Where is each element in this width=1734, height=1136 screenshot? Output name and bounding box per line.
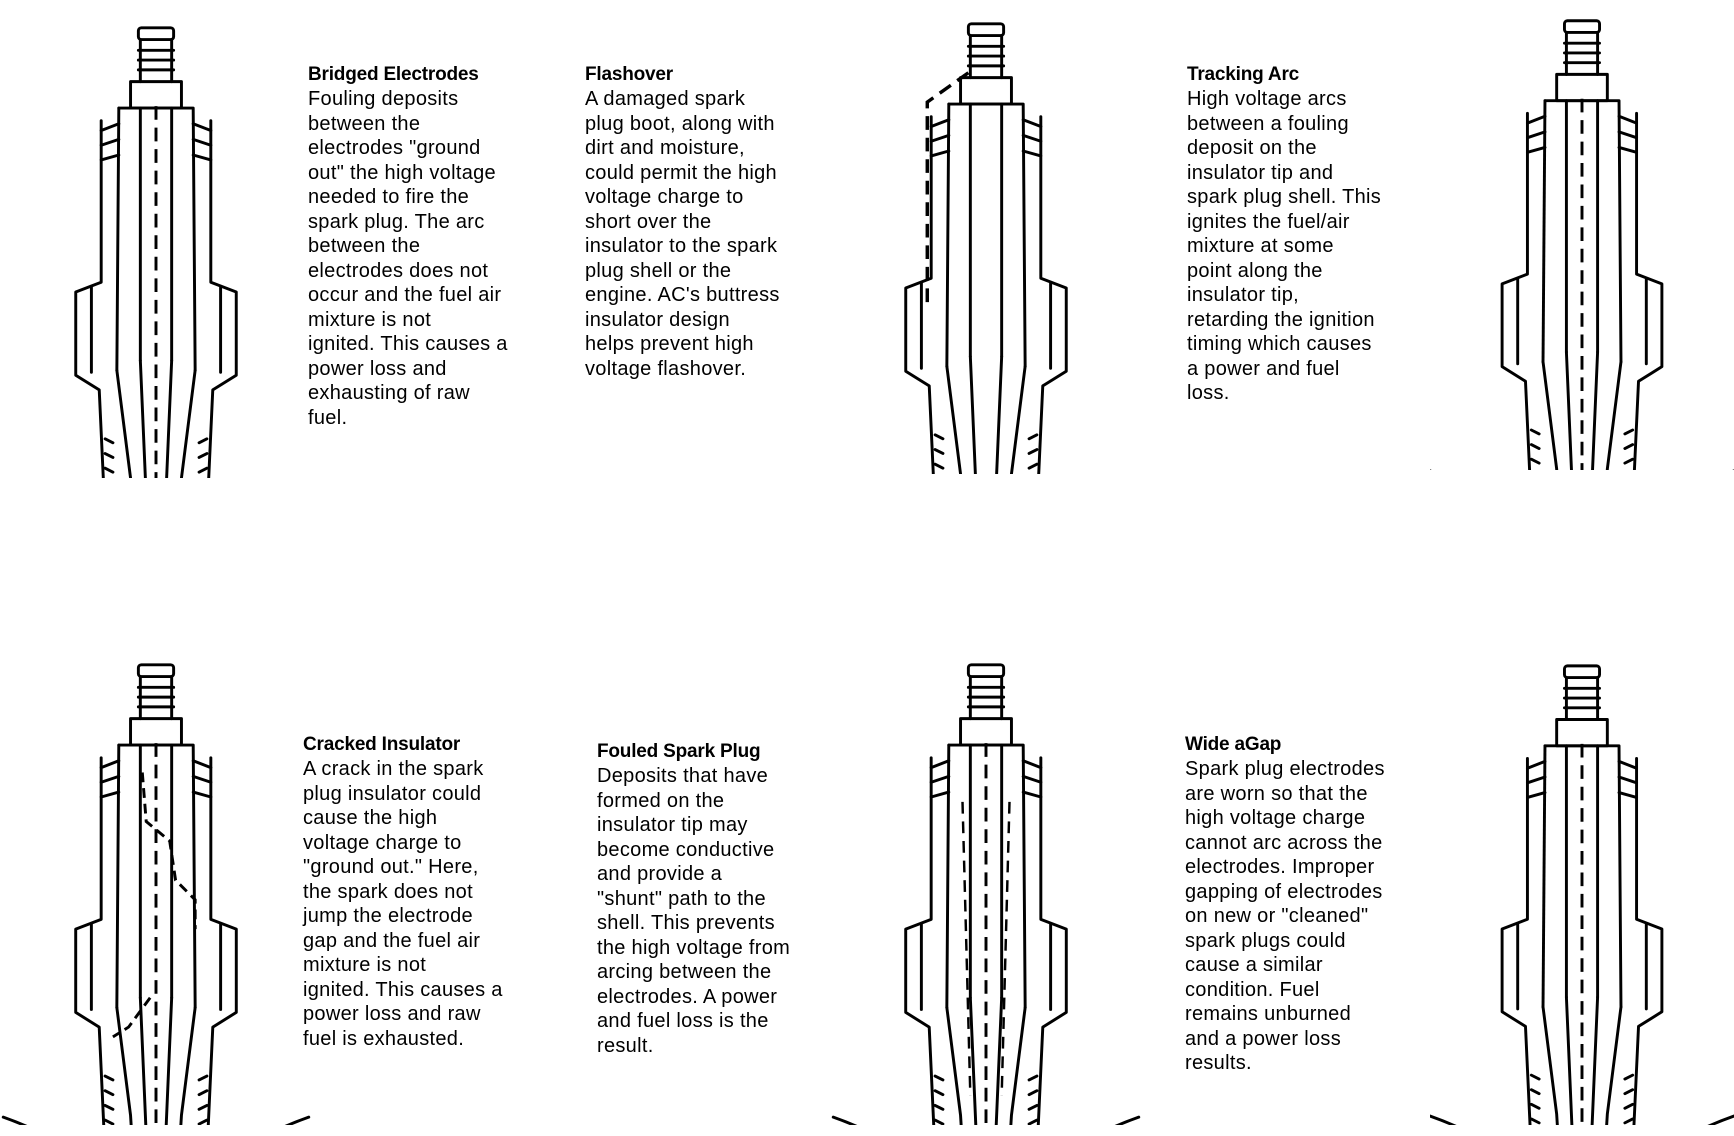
title-fouled: Fouled Spark Plug <box>597 741 761 762</box>
spark-plug-tracking-icon <box>1430 10 1734 470</box>
caption-tracking <box>1187 63 1427 406</box>
spark-plug-diagram-cracked <box>0 655 312 1125</box>
caption-bridged <box>308 63 548 430</box>
body-bridged: Fouling deposits between the electrodes "ground out" the high voltage needed to fire the spark plug. The arc between the electrodes does not occur and the fuel air mixture is not ignited. This causes a power loss and exhausting of raw fuel. <box>308 88 508 429</box>
body-widegap: Spark plug electrodes are worn so that the high voltage charge cannot arc across the electrodes. Improper gapping of electrodes on new or "cleaned" spark plugs could cause a similar condition. Fuel remains unburned and a power loss results. <box>1185 758 1385 1074</box>
spark-plug-bridged-icon <box>0 18 312 478</box>
caption-flashover <box>585 63 825 381</box>
caption-widegap <box>1185 733 1425 1076</box>
spark-plug-diagram-fouled <box>830 655 1142 1125</box>
title-flashover: Flashover <box>585 64 673 85</box>
spark-plug-flashover-icon <box>830 14 1142 474</box>
body-fouled: Deposits that have formed on the insulator tip may become conductive and provide a "shunt" path to the shell. This prevents the high voltage from arcing between the electrodes. A power and fuel loss is the result. <box>597 765 791 1057</box>
spark-plug-cracked-icon <box>0 655 312 1125</box>
body-flashover: A damaged spark plug boot, along with dirt and moisture, could permit the high voltage charge to short over the insulator to the spark plug shell or the engine. AC's buttress insulator design helps prevent high voltage flashover. <box>585 88 780 380</box>
spark-plug-widegap-icon <box>1430 655 1734 1125</box>
spark-plug-diagram-bridged <box>0 18 312 478</box>
caption-cracked <box>303 733 543 1051</box>
spark-plug-fouled-icon <box>830 655 1142 1125</box>
spark-plug-diagram-widegap <box>1430 655 1734 1125</box>
body-tracking: High voltage arcs between a fouling deposit on the insulator tip and spark plug shell. This ignites the fuel/air mixture at some point along the insulator tip, retarding the ignition timing which causes a power and fuel loss. <box>1187 88 1382 404</box>
spark-plug-diagram-flashover <box>830 14 1142 474</box>
caption-fouled <box>597 740 837 1058</box>
body-cracked: A crack in the spark plug insulator could cause the high voltage charge to "ground out." Here, the spark does not jump the electrode gap and the fuel air mixture is not ignited. This causes a power loss and raw fuel is exhausted. <box>303 758 503 1050</box>
spark-plug-diagram-tracking <box>1430 10 1734 470</box>
title-widegap: Wide aGap <box>1185 734 1282 755</box>
title-cracked: Cracked Insulator <box>303 734 461 755</box>
title-bridged: Bridged Electrodes <box>308 64 479 85</box>
title-tracking: Tracking Arc <box>1187 64 1299 85</box>
